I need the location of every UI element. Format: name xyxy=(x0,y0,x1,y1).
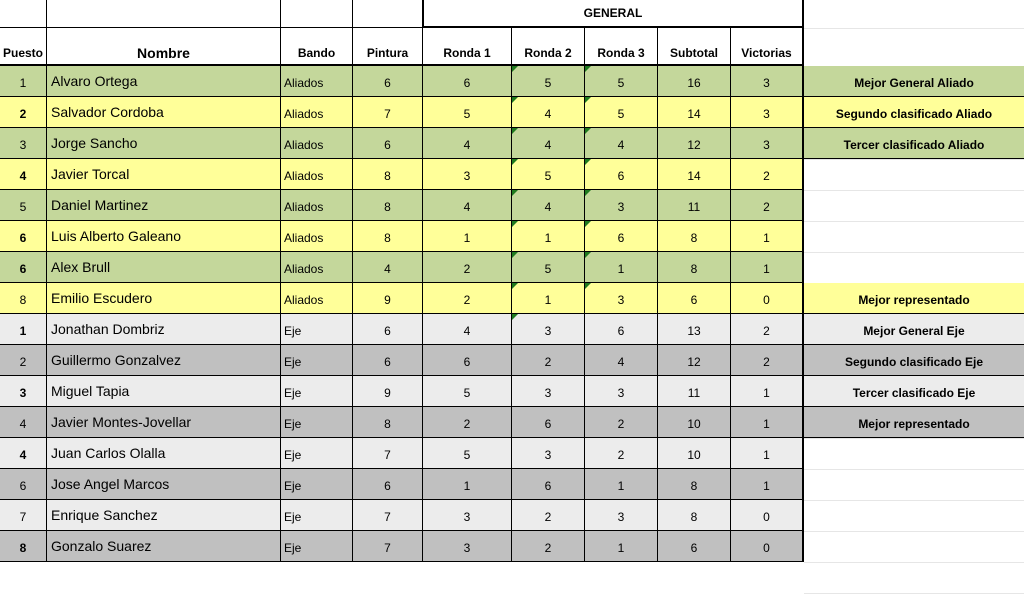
cell-ronda3[interactable]: 5 xyxy=(585,66,658,97)
cell-ronda3[interactable]: 1 xyxy=(585,252,658,283)
cell-puesto[interactable]: 3 xyxy=(0,376,47,407)
cell-subtotal[interactable]: 12 xyxy=(658,128,731,159)
cell-resultado[interactable]: Tercer clasificado Eje xyxy=(804,376,1024,407)
gridline xyxy=(804,562,1024,563)
cell-ronda3[interactable]: 3 xyxy=(585,500,658,531)
cell-victorias[interactable]: 3 xyxy=(731,66,804,97)
cell-puesto[interactable]: 6 xyxy=(0,221,47,252)
cell-puesto[interactable]: 8 xyxy=(0,283,47,314)
cell-pintura[interactable]: 9 xyxy=(353,376,423,407)
cell-bando[interactable]: Aliados xyxy=(281,128,353,159)
cell-ronda2[interactable]: 5 xyxy=(512,252,585,283)
cell-pintura[interactable]: 7 xyxy=(353,438,423,469)
cell-nombre[interactable]: Alex Brull xyxy=(47,252,281,283)
cell-ronda1[interactable]: 1 xyxy=(423,221,512,252)
cell-ronda1[interactable]: 3 xyxy=(423,159,512,190)
cell-resultado[interactable] xyxy=(804,500,1024,531)
cell-nombre[interactable]: Enrique Sanchez xyxy=(47,500,281,531)
cell-ronda2[interactable]: 3 xyxy=(512,314,585,345)
cell-ronda3[interactable]: 2 xyxy=(585,438,658,469)
cell-ronda2[interactable]: 2 xyxy=(512,531,585,562)
cell-victorias[interactable]: 2 xyxy=(731,190,804,221)
cell-ronda1[interactable]: 4 xyxy=(423,128,512,159)
column-header-subtotal: Subtotal xyxy=(658,28,731,66)
cell-resultado[interactable] xyxy=(804,221,1024,252)
general-group-header: GENERAL xyxy=(423,0,804,28)
cell-resultado[interactable] xyxy=(804,190,1024,221)
cell-resultado[interactable]: Segundo clasificado Eje xyxy=(804,345,1024,376)
cell-subtotal[interactable]: 11 xyxy=(658,376,731,407)
cell-puesto[interactable]: 2 xyxy=(0,97,47,128)
cell-nombre[interactable]: Miguel Tapia xyxy=(47,376,281,407)
cell-pintura[interactable]: 8 xyxy=(353,407,423,438)
cell-ronda1[interactable]: 1 xyxy=(423,469,512,500)
cell-bando[interactable]: Eje xyxy=(281,531,353,562)
cell-ronda2[interactable]: 5 xyxy=(512,66,585,97)
cell-resultado[interactable] xyxy=(804,438,1024,469)
cell-ronda1[interactable]: 5 xyxy=(423,97,512,128)
cell-victorias[interactable]: 0 xyxy=(731,500,804,531)
cell-subtotal[interactable]: 8 xyxy=(658,500,731,531)
cell-nombre[interactable]: Gonzalo Suarez xyxy=(47,531,281,562)
cell-ronda2[interactable]: 6 xyxy=(512,469,585,500)
cell-bando[interactable]: Eje xyxy=(281,438,353,469)
column-header-pintura: Pintura xyxy=(353,28,423,66)
cell-bando[interactable]: Aliados xyxy=(281,159,353,190)
cell-pintura[interactable]: 9 xyxy=(353,283,423,314)
cell-pintura[interactable]: 6 xyxy=(353,345,423,376)
cell-ronda2[interactable]: 2 xyxy=(512,500,585,531)
cell-pintura[interactable]: 6 xyxy=(353,66,423,97)
cell-puesto[interactable]: 8 xyxy=(0,531,47,562)
cell-puesto[interactable]: 6 xyxy=(0,469,47,500)
cell-pintura[interactable]: 4 xyxy=(353,252,423,283)
header-empty-cell xyxy=(0,0,47,28)
cell-ronda3[interactable]: 4 xyxy=(585,345,658,376)
cell-victorias[interactable]: 2 xyxy=(731,314,804,345)
cell-subtotal[interactable]: 10 xyxy=(658,407,731,438)
cell-nombre[interactable]: Salvador Cordoba xyxy=(47,97,281,128)
cell-puesto[interactable]: 7 xyxy=(0,500,47,531)
cell-subtotal[interactable]: 8 xyxy=(658,221,731,252)
cell-bando[interactable]: Eje xyxy=(281,376,353,407)
header-empty-cell xyxy=(47,0,281,28)
cell-bando[interactable]: Aliados xyxy=(281,283,353,314)
cell-victorias[interactable]: 1 xyxy=(731,438,804,469)
cell-subtotal[interactable]: 13 xyxy=(658,314,731,345)
cell-ronda1[interactable]: 4 xyxy=(423,190,512,221)
cell-subtotal[interactable]: 10 xyxy=(658,438,731,469)
cell-ronda1[interactable]: 3 xyxy=(423,531,512,562)
cell-ronda3[interactable]: 4 xyxy=(585,128,658,159)
cell-puesto[interactable]: 5 xyxy=(0,190,47,221)
cell-subtotal[interactable]: 11 xyxy=(658,190,731,221)
cell-nombre[interactable]: Jorge Sancho xyxy=(47,128,281,159)
cell-subtotal[interactable]: 14 xyxy=(658,97,731,128)
cell-ronda3[interactable]: 6 xyxy=(585,314,658,345)
cell-victorias[interactable]: 0 xyxy=(731,283,804,314)
cell-bando[interactable]: Eje xyxy=(281,469,353,500)
cell-subtotal[interactable]: 12 xyxy=(658,345,731,376)
cell-ronda3[interactable]: 2 xyxy=(585,407,658,438)
cell-victorias[interactable]: 2 xyxy=(731,345,804,376)
cell-ronda3[interactable]: 3 xyxy=(585,376,658,407)
cell-nombre[interactable]: Luis Alberto Galeano xyxy=(47,221,281,252)
cell-puesto[interactable]: 1 xyxy=(0,314,47,345)
cell-ronda1[interactable]: 3 xyxy=(423,500,512,531)
cell-bando[interactable]: Eje xyxy=(281,500,353,531)
cell-ronda1[interactable]: 4 xyxy=(423,314,512,345)
column-header-ronda1: Ronda 1 xyxy=(423,28,512,66)
cell-puesto[interactable]: 6 xyxy=(0,252,47,283)
cell-ronda3[interactable]: 3 xyxy=(585,283,658,314)
cell-nombre[interactable]: Jose Angel Marcos xyxy=(47,469,281,500)
gridline xyxy=(804,28,1024,29)
cell-ronda1[interactable]: 5 xyxy=(423,438,512,469)
cell-ronda2[interactable]: 6 xyxy=(512,407,585,438)
cell-puesto[interactable]: 2 xyxy=(0,345,47,376)
cell-nombre[interactable]: Jonathan Dombriz xyxy=(47,314,281,345)
column-header-nombre: Nombre xyxy=(47,28,281,66)
column-header-ronda3: Ronda 3 xyxy=(585,28,658,66)
cell-subtotal[interactable]: 14 xyxy=(658,159,731,190)
cell-ronda3[interactable]: 3 xyxy=(585,190,658,221)
column-header-puesto: Puesto xyxy=(0,28,47,66)
cell-ronda2[interactable]: 1 xyxy=(512,221,585,252)
cell-nombre[interactable]: Javier Torcal xyxy=(47,159,281,190)
cell-bando[interactable]: Aliados xyxy=(281,221,353,252)
cell-pintura[interactable]: 8 xyxy=(353,221,423,252)
cell-subtotal[interactable]: 6 xyxy=(658,531,731,562)
header-empty-cell xyxy=(353,0,423,28)
cell-victorias[interactable]: 1 xyxy=(731,252,804,283)
cell-ronda3[interactable]: 5 xyxy=(585,97,658,128)
cell-resultado[interactable]: Mejor General Aliado xyxy=(804,66,1024,97)
cell-resultado[interactable]: Mejor representado xyxy=(804,283,1024,314)
cell-victorias[interactable]: 1 xyxy=(731,407,804,438)
column-header-victorias: Victorias xyxy=(731,28,804,66)
cell-resultado[interactable]: Mejor representado xyxy=(804,407,1024,438)
cell-ronda2[interactable]: 4 xyxy=(512,128,585,159)
cell-resultado[interactable] xyxy=(804,159,1024,190)
cell-pintura[interactable]: 6 xyxy=(353,469,423,500)
cell-ronda2[interactable]: 5 xyxy=(512,159,585,190)
cell-ronda2[interactable]: 4 xyxy=(512,190,585,221)
cell-ronda3[interactable]: 1 xyxy=(585,531,658,562)
cell-ronda1[interactable]: 2 xyxy=(423,283,512,314)
cell-nombre[interactable]: Guillermo Gonzalvez xyxy=(47,345,281,376)
cell-nombre[interactable]: Emilio Escudero xyxy=(47,283,281,314)
cell-pintura[interactable]: 6 xyxy=(353,314,423,345)
column-header-ronda2: Ronda 2 xyxy=(512,28,585,66)
cell-ronda2[interactable]: 4 xyxy=(512,97,585,128)
cell-victorias[interactable]: 1 xyxy=(731,469,804,500)
cell-victorias[interactable]: 2 xyxy=(731,159,804,190)
cell-resultado[interactable] xyxy=(804,252,1024,283)
cell-bando[interactable]: Aliados xyxy=(281,190,353,221)
cell-ronda1[interactable]: 6 xyxy=(423,345,512,376)
cell-puesto[interactable]: 1 xyxy=(0,66,47,97)
cell-bando[interactable]: Eje xyxy=(281,407,353,438)
cell-subtotal[interactable]: 16 xyxy=(658,66,731,97)
cell-nombre[interactable]: Daniel Martinez xyxy=(47,190,281,221)
cell-bando[interactable]: Eje xyxy=(281,314,353,345)
cell-ronda3[interactable]: 6 xyxy=(585,221,658,252)
cell-ronda3[interactable]: 1 xyxy=(585,469,658,500)
cell-pintura[interactable]: 7 xyxy=(353,531,423,562)
cell-bando[interactable]: Aliados xyxy=(281,66,353,97)
cell-puesto[interactable]: 3 xyxy=(0,128,47,159)
cell-pintura[interactable]: 6 xyxy=(353,128,423,159)
cell-resultado[interactable]: Mejor General Eje xyxy=(804,314,1024,345)
cell-resultado[interactable] xyxy=(804,469,1024,500)
header-empty-cell xyxy=(281,0,353,28)
cell-ronda1[interactable]: 5 xyxy=(423,376,512,407)
cell-victorias[interactable]: 0 xyxy=(731,531,804,562)
cell-ronda2[interactable]: 3 xyxy=(512,438,585,469)
cell-nombre[interactable]: Alvaro Ortega xyxy=(47,66,281,97)
cell-victorias[interactable]: 3 xyxy=(731,128,804,159)
cell-victorias[interactable]: 3 xyxy=(731,97,804,128)
cell-bando[interactable]: Aliados xyxy=(281,252,353,283)
cell-bando[interactable]: Eje xyxy=(281,345,353,376)
cell-pintura[interactable]: 8 xyxy=(353,190,423,221)
cell-subtotal[interactable]: 6 xyxy=(658,283,731,314)
cell-ronda3[interactable]: 6 xyxy=(585,159,658,190)
cell-pintura[interactable]: 8 xyxy=(353,159,423,190)
cell-bando[interactable]: Aliados xyxy=(281,97,353,128)
cell-puesto[interactable]: 4 xyxy=(0,407,47,438)
cell-puesto[interactable]: 4 xyxy=(0,159,47,190)
cell-pintura[interactable]: 7 xyxy=(353,500,423,531)
cell-ronda2[interactable]: 1 xyxy=(512,283,585,314)
cell-ronda2[interactable]: 2 xyxy=(512,345,585,376)
cell-ronda2[interactable]: 3 xyxy=(512,376,585,407)
cell-ronda1[interactable]: 2 xyxy=(423,407,512,438)
cell-ronda1[interactable]: 2 xyxy=(423,252,512,283)
cell-subtotal[interactable]: 8 xyxy=(658,469,731,500)
cell-pintura[interactable]: 7 xyxy=(353,97,423,128)
cell-nombre[interactable]: Javier Montes-Jovellar xyxy=(47,407,281,438)
cell-nombre[interactable]: Juan Carlos Olalla xyxy=(47,438,281,469)
cell-victorias[interactable]: 1 xyxy=(731,376,804,407)
cell-resultado[interactable]: Tercer clasificado Aliado xyxy=(804,128,1024,159)
cell-resultado[interactable] xyxy=(804,531,1024,562)
cell-subtotal[interactable]: 8 xyxy=(658,252,731,283)
cell-puesto[interactable]: 4 xyxy=(0,438,47,469)
cell-resultado[interactable]: Segundo clasificado Aliado xyxy=(804,97,1024,128)
cell-ronda1[interactable]: 6 xyxy=(423,66,512,97)
cell-victorias[interactable]: 1 xyxy=(731,221,804,252)
column-header-bando: Bando xyxy=(281,28,353,66)
